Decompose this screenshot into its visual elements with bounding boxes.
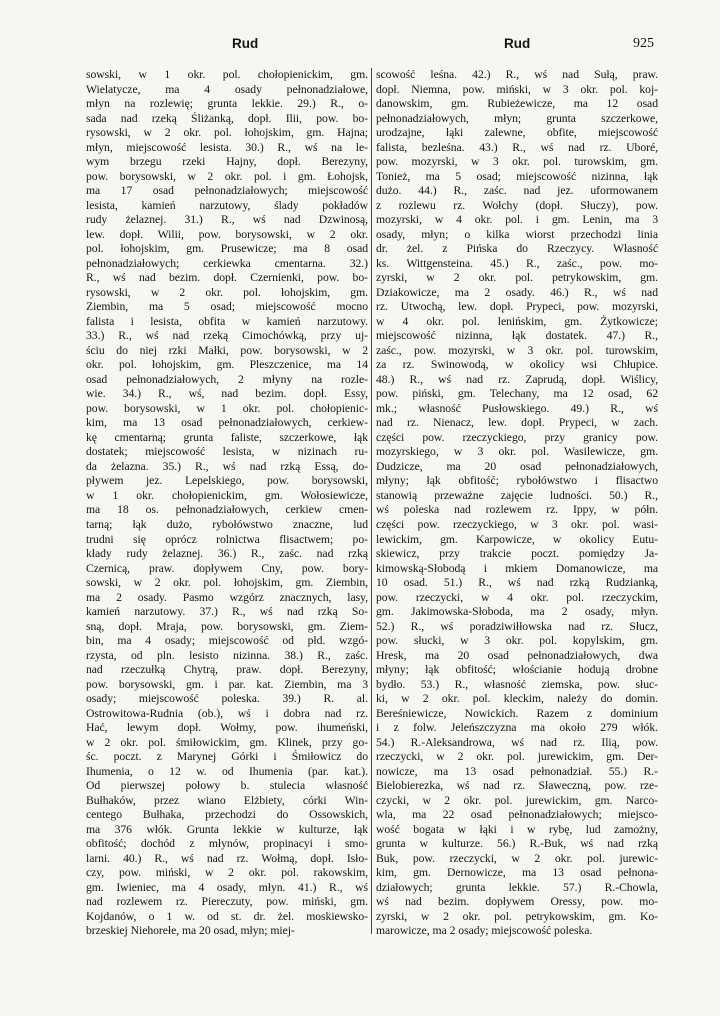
running-head-right: Rud	[504, 36, 531, 51]
text-line: lewickim, gm. Karpowicze, w okolicy Eutu-	[376, 532, 658, 546]
text-line: wla, ma 22 osad pełnonadziałowych; miejsco-	[376, 808, 658, 822]
text-line: skiewicz, przy trakcie poczt. pomiędzy Ja-	[376, 547, 658, 561]
text-line: nad rz. Nienacz, lew. dopł. Prypeci, w zach.	[376, 416, 658, 430]
text-line: marowicze, ma 2 osady; miejscowość poleska.	[376, 924, 593, 938]
text-line: da żelazna. 35.) R., wś nad rzką Essą, do-	[86, 459, 368, 473]
text-line: pow. słucki, w 3 okr. pol. kopylskim, gm.	[376, 634, 658, 648]
text-line: zyrski, w 2 okr. pol. petrykowskim, gm.	[376, 271, 658, 285]
text-line: miejscowość nizinna, łąk dostatek. 47.) R.,	[376, 329, 658, 343]
text-line: rudy żelaznej. 31.) R., wś nad Dzwinosą,	[86, 213, 368, 227]
text-line: 52.) R., wś poradziwiłłowska nad rz. Słucz,	[376, 619, 658, 633]
text-line: scowość leśna. 42.) R., wś nad Sułą, praw.	[376, 68, 658, 81]
text-line: działowych; grunta lekkie. 57.) R.-Chowla,	[376, 880, 658, 894]
text-line: R., wś nad bezim. dopł. Czernienki, pow. bo-	[86, 271, 368, 285]
text-line: Ihumenia, o 12 w. od Ihumenia (par. kat.).	[86, 764, 368, 778]
text-line: brzeskiej Niehorełe, ma 20 osad, młyn; miej-	[86, 924, 295, 938]
text-line: rzeczycki, w 2 okr. pol. jurewickim, gm. Der-	[376, 750, 658, 764]
text-line: sada nad rzeką Śliżanką, dopł. Ilii, pow. bo-	[86, 111, 368, 125]
text-line: mk.; własność Pusłowskiego. 49.) R., wś	[376, 401, 658, 415]
text-line: pełnonadziałowych; cerkiewka cmentarna. 32.)	[86, 256, 368, 270]
text-line: pełnonadziałowych, młyn; grunta szczerkowe,	[376, 111, 658, 125]
text-line: pow. borysowski, w 2 okr. pol. i gm. Łohojsk,	[86, 169, 368, 183]
text-line: młyny; łąk obfitość; włościanie hodują drobne	[376, 663, 658, 677]
text-line: zaśc., pow. mozyrski, w 3 okr. pol. turowskim,	[376, 343, 658, 357]
text-line: pow. rzeczycki, w 4 okr. pol. rzeczyckim,	[376, 590, 658, 604]
text-line: młyn na rozlewię; grunta lekkie. 29.) R., o-	[86, 97, 368, 111]
text-line: kimowską-Słobodą i mkiem Domanowicze, ma	[376, 561, 658, 575]
text-line: młyn, miejscowość lesista. 30.) R., wś na le-	[86, 140, 368, 154]
text-line: Czernicą, praw. dopływem Cny, pow. bory-	[86, 561, 368, 575]
text-line: obfitość; dochód z młynów, propinacyi i smo-	[86, 837, 368, 851]
text-line: czycki, w 2 okr. pol. jurewickim, gm. Narco-	[376, 793, 658, 807]
text-line: Ziembin, ma 5 osad; miejscowość mocno	[86, 300, 368, 314]
text-line: Dudzicze, ma 20 osad pełnonadziałowych,	[376, 459, 658, 473]
text-line: Hać, lewym dopł. Wołmy, pow. ihumeński,	[86, 721, 368, 735]
text-line: nad rzeczułką Chytrą, praw. dopł. Berezyny,	[86, 663, 368, 677]
column-divider	[371, 68, 372, 934]
page-header	[86, 36, 654, 56]
text-line: sowski, w 1 okr. pol. chołopienickim, gm.	[86, 68, 368, 81]
text-line: kłady rudy żelaznej. 36.) R., zaśc. nad rzką	[86, 547, 368, 561]
text-line: gm. Jakimowska-Słoboda, ma 2 osady, młyn.	[376, 605, 658, 619]
text-line: lew. dopł. Wilii, pow. borysowski, w 2 okr.	[86, 227, 368, 241]
text-line: mozyrski, w 4 okr. pol. i gm. Lenin, ma 3	[376, 213, 658, 227]
text-line: trudni się oprócz rolnictwa flisactwem; po-	[86, 532, 368, 546]
text-line: stanowią przeważne zajęcie ludności. 50.) R.,	[376, 488, 658, 502]
text-line: w 1 okr. chołopienickim, gm. Wołosiewicze,	[86, 488, 368, 502]
text-line: pow. mozyrski, w 3 okr. pol. turowskim, gm.	[376, 155, 658, 169]
page-number: 925	[633, 36, 654, 51]
text-line: falista i lesista, obfita w kamień narzutowy.	[86, 314, 368, 328]
text-line: rzysta, od pln. lesisto nizinna. 38.) R., zaśc.	[86, 648, 368, 662]
text-line: rz. Utwochą, lew. dopł. Prypeci, pow. mozyrski,	[376, 300, 658, 314]
text-line: ma 376 włók. Grunta lekkie w kulturze, łąk	[86, 822, 368, 836]
text-line: kę cmentarną; grunta faliste, szczerkowe, łąk	[86, 430, 368, 444]
text-line: danowskim, gm. Rubieżewicze, ma 12 osad	[376, 97, 658, 111]
text-line: larni. 40.) R., wś nad rz. Wołmą, dopł. Isło-	[86, 851, 368, 865]
text-line: ki, w 2 okr. pol. kleckim, należy do domin.	[376, 692, 658, 706]
text-line: pływem jez. Lepelskiego, pow. borysowski,	[86, 474, 368, 488]
text-line: kamień narzutowy. 37.) R., wś nad rzką So-	[86, 605, 368, 619]
text-line: 54.) R.-Aleksandrowa, wś nad rz. Ilią, pow.	[376, 735, 658, 749]
text-line: centego Bułhaka, przechodzi do Ossowskich,	[86, 808, 368, 822]
text-line: dostatek; miejscowość lesista, w nizinach ru-	[86, 445, 368, 459]
text-line: ks. Wittgensteina. 45.) R., zaśc., pow. mo-	[376, 256, 658, 270]
text-line: okr. pol. łohojskim, gm. Pleszczenice, ma 14	[86, 358, 368, 372]
text-columns	[86, 68, 658, 938]
text-line: Buk, pow. rzeczycki, w 2 okr. pol. jurewic-	[376, 851, 658, 865]
text-line: ma 2 osady. Pasmo wzgórz znacznych, lasy,	[86, 590, 368, 604]
text-line: Bereśniewicze, Nowickich. Razem z dominium	[376, 706, 658, 720]
text-line: dużo. 44.) R., zaśc. nad jez. uformowanem	[376, 184, 658, 198]
text-line: kim, gm. Dernowicze, ma 13 osad pełnona-	[376, 866, 658, 880]
text-line: nowicze, ma 13 osad pełnonadział. 55.) R.-	[376, 764, 658, 778]
text-line: gm. Iwieniec, ma 4 osady, młyn. 41.) R., wś	[86, 880, 368, 894]
text-line: pol. łohojskim, gm. Prusewicze; ma 8 osad	[86, 242, 368, 256]
text-line: Od pierwszej połowy b. stulecia własność	[86, 779, 368, 793]
text-line: pow. borysowski, w 1 okr. pol. chołopienic-	[86, 401, 368, 415]
text-line: dopł. Niemna, pow. miński, w 3 okr. pol. koj-	[376, 82, 658, 96]
text-line: bydło. 53.) R., własność ziemska, pow. słuc-	[376, 677, 658, 691]
text-line: części pow. rzeczyckiego, w 3 okr. pol. wasi-	[376, 517, 658, 531]
text-line: wość bogata w łąki i w rybę, lud zamożny,	[376, 822, 658, 836]
text-line: czy, pow. miński, w 2 okr. pol. rakowskim,	[86, 866, 368, 880]
text-line: pow. piński, gm. Telechany, ma 12 osad, 62	[376, 387, 658, 401]
text-line: nad rozlewem rz. Piereczuty, pow. miński, gm.	[86, 895, 368, 909]
text-line: zyrski, w 2 okr. pol. petrykowskim, gm. Ko-	[376, 909, 658, 923]
text-line: i z folw. Jeleńszczyzna ma około 279 włók.	[376, 721, 658, 735]
text-line: wś poleska nad rozlewem rz. Ippy, w półn.	[376, 503, 658, 517]
text-line: Wielatycze, ma 4 osady pełnonadziałowe,	[86, 82, 368, 96]
text-line: osady; miejscowość poleska. 39.) R. al.	[86, 692, 368, 706]
text-line: 33.) R., wś nad rzeką Cimochówką, przy uj-	[86, 329, 368, 343]
text-line: pow. borysowski, gm. i par. kat. Ziembin, ma 3	[86, 677, 368, 691]
text-line: Dziakowicze, ma 2 osady. 46.) R., wś nad	[376, 285, 658, 299]
text-line: w 2 okr. pol. śmiłowickim, gm. Klinek, przy go-	[86, 735, 368, 749]
text-line: wś nad bezim. dopływem Oressy, pow. mo-	[376, 895, 658, 909]
text-line: śc. poczt. z Marynej Górki i Śmiłowicz do	[86, 750, 368, 764]
text-line: grunta w kulturze. 56.) R.-Buk, wś nad rzką	[376, 837, 658, 851]
text-line: Bielobierezka, wś nad rz. Sławeczną, pow. rze-	[376, 779, 658, 793]
text-line: kim, ma 13 osad pełnonadziałowych, cerkiew-	[86, 416, 368, 430]
text-line: osady, młyn; o kilka wiorst przechodzi linia	[376, 227, 658, 241]
text-line: sną, dopł. Mraja, pow. borysowski, gm. Ziem-	[86, 619, 368, 633]
text-line: Hresk, ma 20 osad pełnonadziałowych, dwa	[376, 648, 658, 662]
left-column	[86, 68, 368, 938]
text-line: tarną; łąk dużo, rybołówstwo znaczne, lud	[86, 517, 368, 531]
text-line: z rozlewu rz. Wołchy (dopł. Słuczy), pow.	[376, 198, 658, 212]
text-line: części pow. rzeczyckiego, przy granicy pow.	[376, 430, 658, 444]
text-line: mozyrskiego, w 3 okr. pol. Wasilewicze, gm.	[376, 445, 658, 459]
text-line: 10 osad. 51.) R., wś nad rzką Rudzianką,	[376, 576, 658, 590]
text-line: w 4 okr. pol. lenińskim, gm. Żytkowicze;	[376, 314, 658, 328]
text-line: rysowski, w 2 okr. pol. łohojskim, gm.	[86, 285, 368, 299]
text-line: bin, ma 4 osady; miejscowość od płd. wzgó-	[86, 634, 368, 648]
right-column	[376, 68, 658, 938]
text-line: Bułhaków, przez wiano Elżbiety, córki Win-	[86, 793, 368, 807]
text-line: lesista, kamień narzutowy, ślady pokładów	[86, 198, 368, 212]
text-line: Tonież, ma 5 osad; miejscowość nizinna, łąk	[376, 169, 658, 183]
text-line: ma 17 osad pełnonadziałowych; miejscowość	[86, 184, 368, 198]
text-line: wym brzegu rzeki Hajny, dopł. Berezyny,	[86, 155, 368, 169]
text-line: urodzajne, łąki zalewne, obfite, miejscowość	[376, 126, 658, 140]
text-line: ściu do niej rzki Małki, pow. borysowski, w 2	[86, 343, 368, 357]
text-line: sowski, w 2 okr. pol. łohojskim, gm. Ziembin,	[86, 576, 368, 590]
text-line: Ostrowitowa-Rudnia (ob.), wś i dobra nad rz.	[86, 706, 368, 720]
text-line: falista, bezleśna. 43.) R., wś nad rz. Uboré,	[376, 140, 658, 154]
text-line: ma 18 os. pełnonadziałowych, cerkiew cmen-	[86, 503, 368, 517]
text-line: 48.) R., wś nad rz. Zaprudą, dopł. Wiślicy,	[376, 372, 658, 386]
text-line: wie. 34.) R., wś, nad bezim. dopł. Essy,	[86, 387, 368, 401]
text-line: dr. żel. z Pińska do Rzeczycy. Własność	[376, 242, 658, 256]
text-line: rysowski, w 2 okr. pol. łohojskim, gm. Hajna;	[86, 126, 368, 140]
text-line: osad pełnonadziałowych, 2 młyny na rozle-	[86, 372, 368, 386]
text-line: młyny; łąk obfitość; rybołówstwo i flisactwo	[376, 474, 658, 488]
running-head-left: Rud	[232, 36, 259, 51]
text-line: Kojdanów, o 1 w. od st. dr. żel. moskiewsko-	[86, 909, 368, 923]
text-line: za rz. Swinowodą, w okolicy wsi Chłupice.	[376, 358, 658, 372]
